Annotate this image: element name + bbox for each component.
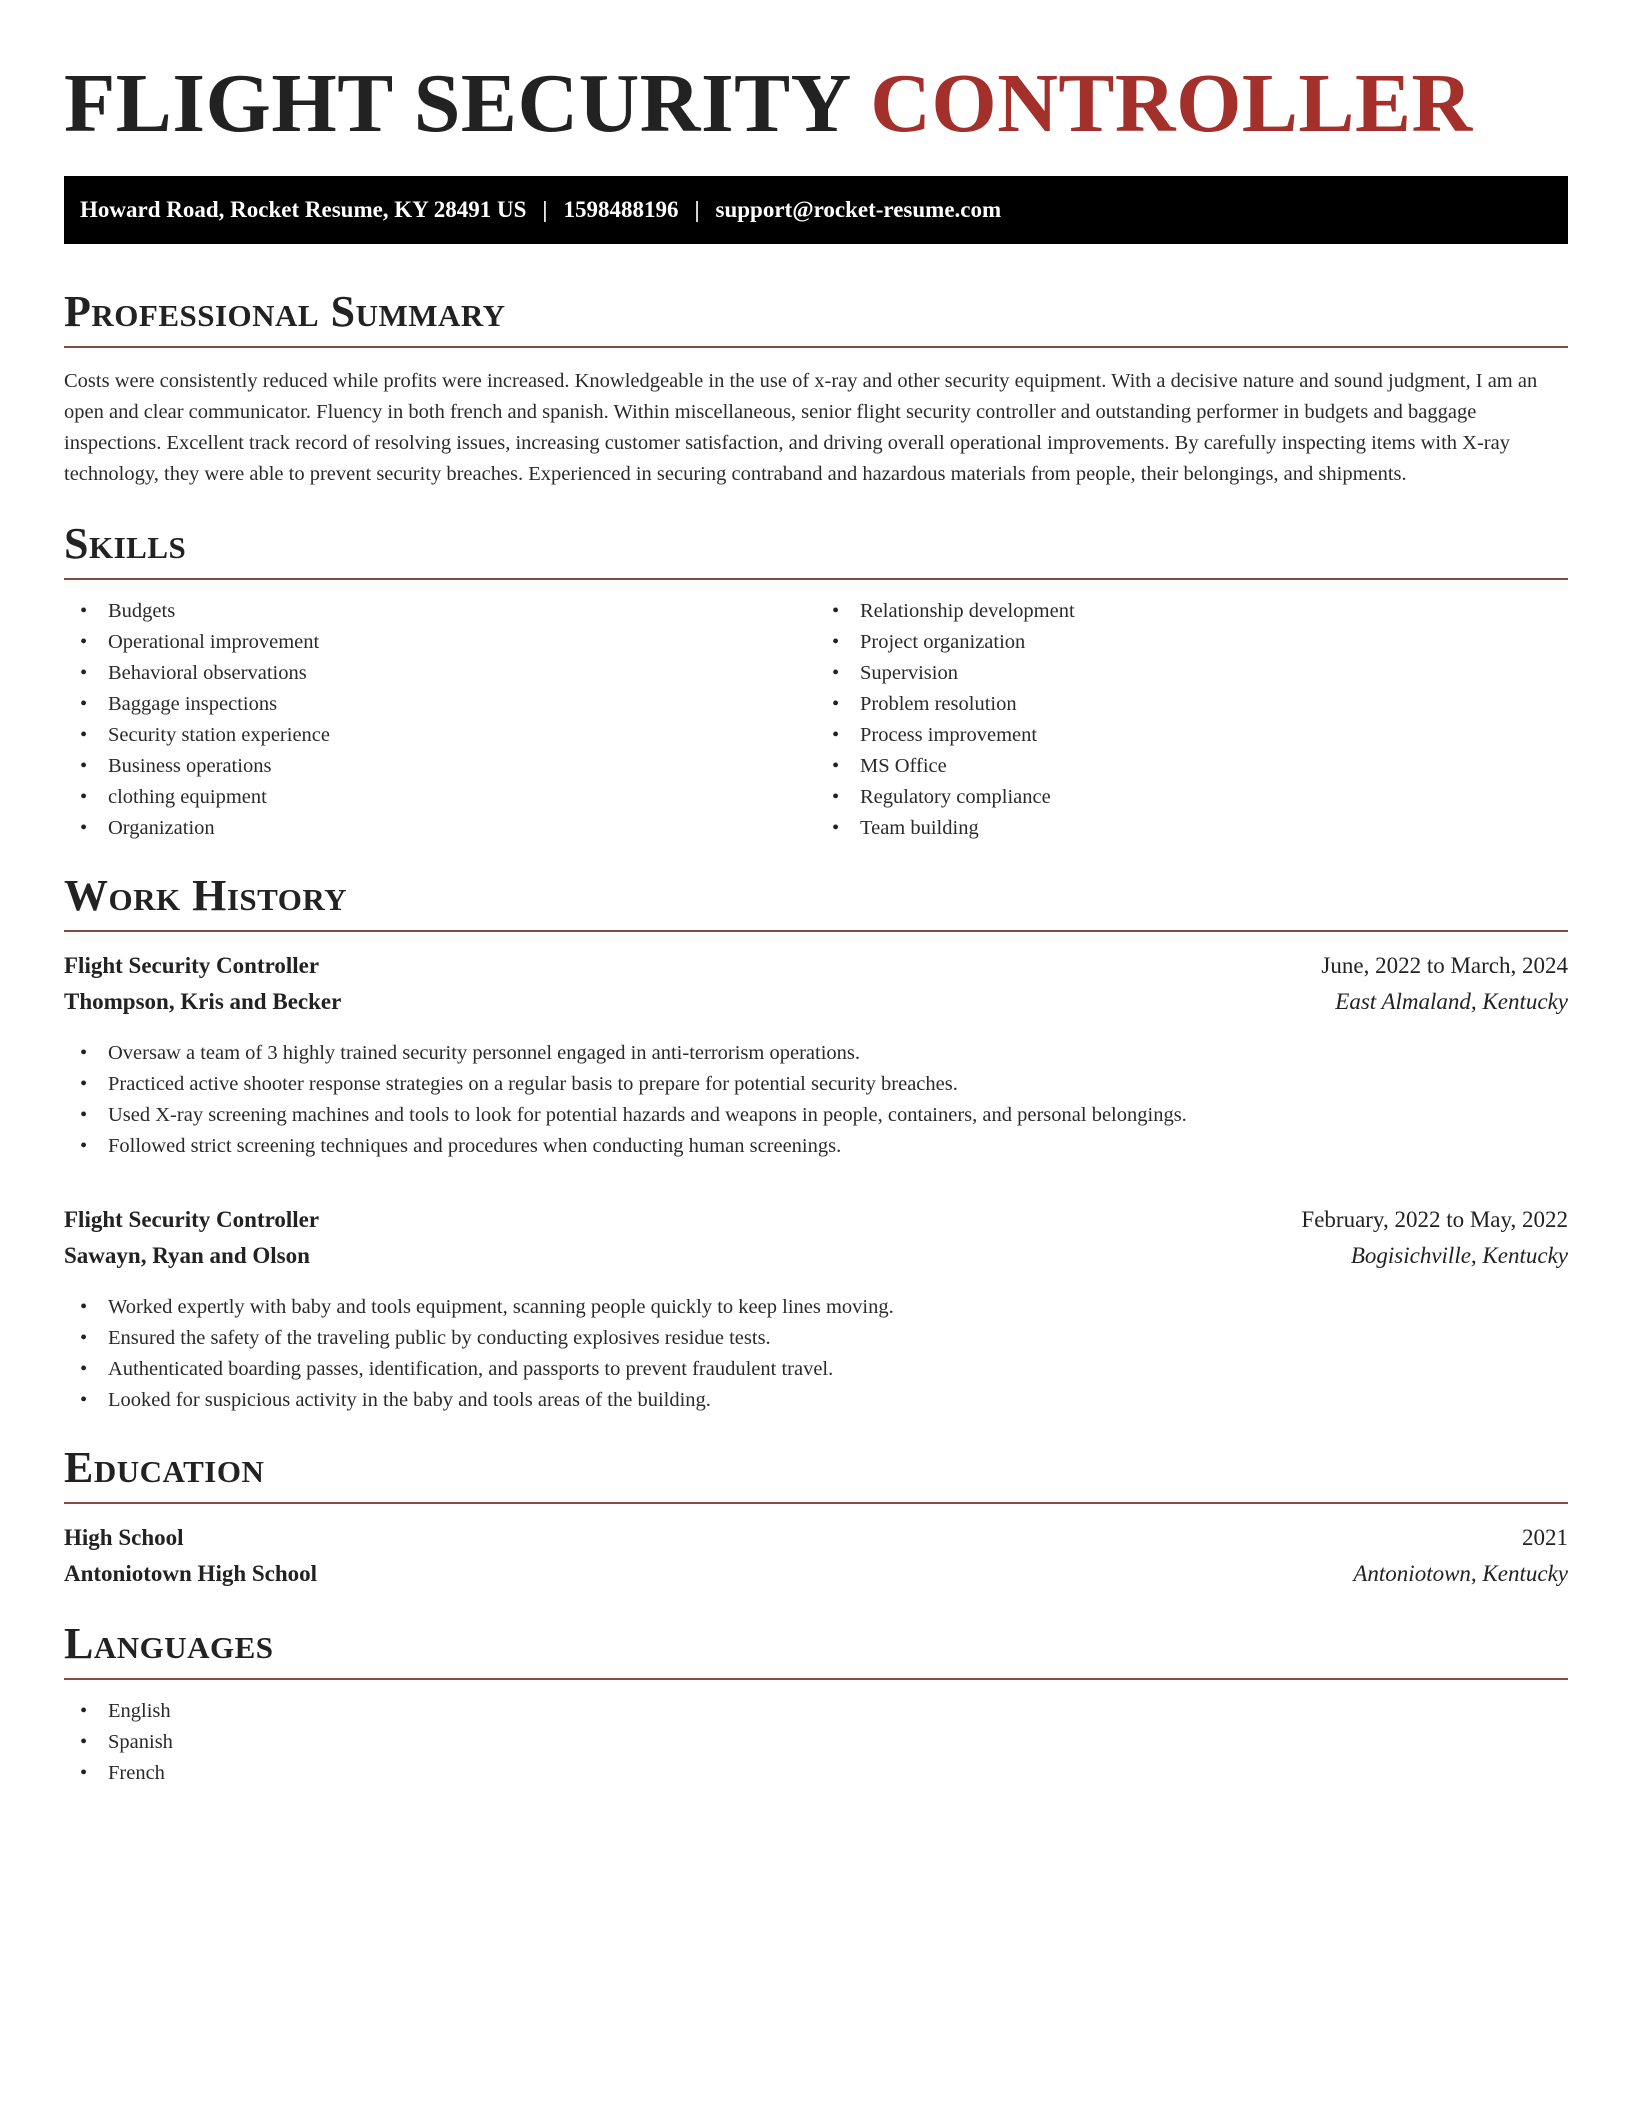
skill-item: • Problem resolution (816, 689, 1568, 720)
skill-item: • Business operations (64, 751, 816, 782)
summary-section (64, 288, 1568, 490)
name-accent: CONTROLLER (870, 57, 1473, 150)
job-title: Flight Security Controller (64, 1207, 320, 1232)
skill-item: • Relationship development (816, 596, 1568, 627)
skill-item: • Process improvement (816, 720, 1568, 751)
skill-item: • Behavioral observations (64, 658, 816, 689)
skills-section (64, 520, 1568, 844)
job-dates: February, 2022 to May, 2022 (1301, 1207, 1568, 1232)
education-degree: High School (64, 1525, 184, 1550)
job-entry (64, 1202, 1568, 1416)
education-header-row (64, 1520, 1568, 1556)
job-dates: June, 2022 to March, 2024 (1321, 953, 1568, 978)
skill-item: • Project organization (816, 627, 1568, 658)
skill-item: • Organization (64, 813, 816, 844)
job-location: Bogisichville, Kentucky (1350, 1243, 1568, 1268)
contact-phone: 1598488196 (563, 197, 679, 222)
skill-item: • Baggage inspections (64, 689, 816, 720)
job-employer: Sawayn, Ryan and Olson (64, 1243, 310, 1268)
summary-text: Costs were consistently reduced while profits were increased. Knowledgeable in the use of x-ray and other security equipment. With a decisive nature and sound judgment, I am an open and clear communicator. Fluency in both french and spanish. Within miscellaneous, senior flight security controller and outstanding performer in budgets and baggage inspections. Excellent track record of resolving issues, increasing customer satisfaction, and driving overall operational improvements. By carefully inspecting items with X-ray technology, they were able to prevent security breaches. Experienced in securing contraband and hazardous materials from people, their belongings, and shipments. (64, 370, 1538, 485)
skill-item: • Security station experience (64, 720, 816, 751)
section-title-skills: Skills (64, 520, 1568, 580)
work-history-section (64, 872, 1568, 1416)
job-header-row (64, 1202, 1568, 1238)
education-school-row (64, 1556, 1568, 1592)
language-item: • Spanish (64, 1727, 1568, 1758)
job-duty: • Followed strict screening techniques and procedures when conducting human screenings. (64, 1131, 1568, 1162)
skill-item: • Supervision (816, 658, 1568, 689)
skill-item: • Budgets (64, 596, 816, 627)
education-section (64, 1444, 1568, 1592)
job-entry (64, 948, 1568, 1162)
education-entry (64, 1520, 1568, 1592)
languages-section (64, 1620, 1568, 1789)
job-location: East Almaland, Kentucky (1335, 989, 1568, 1014)
section-title-languages: Languages (64, 1620, 1568, 1680)
contact-address: Howard Road, Rocket Resume, KY 28491 US (80, 197, 527, 222)
language-item: • French (64, 1758, 1568, 1789)
education-location: Antoniotown, Kentucky (1353, 1561, 1568, 1586)
skill-item: • Team building (816, 813, 1568, 844)
job-duty: • Looked for suspicious activity in the baby and tools areas of the building. (64, 1385, 1568, 1416)
skill-item: • MS Office (816, 751, 1568, 782)
job-duty: • Used X-ray screening machines and tools to look for potential hazards and weapons in people, containers, and personal belongings. (64, 1100, 1568, 1131)
skills-list-left (64, 596, 816, 844)
job-duty: • Worked expertly with baby and tools equipment, scanning people quickly to keep lines moving. (64, 1292, 1568, 1323)
job-header-row (64, 948, 1568, 984)
job-employer-row (64, 984, 1568, 1020)
contact-email: support@rocket-resume.com (715, 197, 1002, 222)
languages-list (64, 1696, 1568, 1789)
education-year: 2021 (1522, 1525, 1568, 1550)
contact-bar (64, 176, 1568, 244)
skill-item: • Regulatory compliance (816, 782, 1568, 813)
skills-grid (64, 580, 1568, 844)
job-employer: Thompson, Kris and Becker (64, 989, 342, 1014)
contact-separator: | (694, 197, 700, 222)
skill-item: • Operational improvement (64, 627, 816, 658)
education-school: Antoniotown High School (64, 1561, 318, 1586)
job-duties-list (64, 1038, 1568, 1162)
job-duties-list (64, 1292, 1568, 1416)
skill-item: • clothing equipment (64, 782, 816, 813)
job-duty: • Practiced active shooter response strategies on a regular basis to prepare for potential security breaches. (64, 1069, 1568, 1100)
section-title-summary: Professional Summary (64, 288, 1568, 348)
job-duty: • Oversaw a team of 3 highly trained security personnel engaged in anti-terrorism operations. (64, 1038, 1568, 1069)
resume-name (64, 52, 1568, 156)
job-duty: • Ensured the safety of the traveling public by conducting explosives residue tests. (64, 1323, 1568, 1354)
section-title-work: Work History (64, 872, 1568, 932)
contact-separator: | (542, 197, 548, 222)
job-title: Flight Security Controller (64, 953, 320, 978)
job-employer-row (64, 1238, 1568, 1274)
job-duty: • Authenticated boarding passes, identification, and passports to prevent fraudulent travel. (64, 1354, 1568, 1385)
skills-list-right (816, 596, 1568, 844)
name-primary: FLIGHT SECURITY (64, 57, 849, 150)
section-title-education: Education (64, 1444, 1568, 1504)
language-item: • English (64, 1696, 1568, 1727)
